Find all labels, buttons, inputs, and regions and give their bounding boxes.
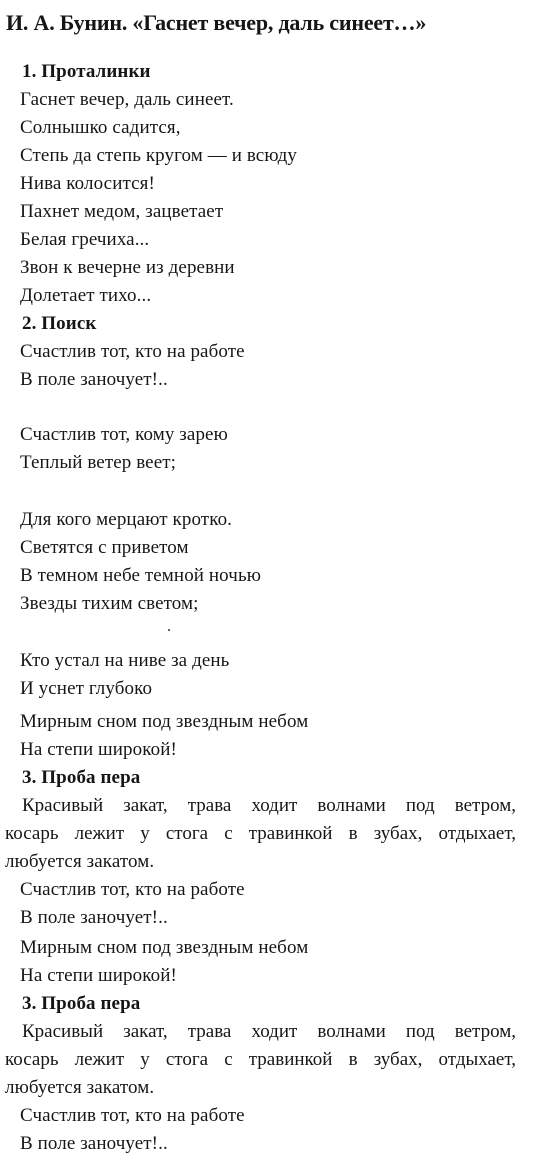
poem-line: Звезды тихим светом; [20,593,199,614]
page-title: И. А. Бунин. «Гаснет вечер, даль синеет…» [6,10,427,35]
prose-line: любуется закатом. [5,851,155,872]
poem-line: Для кого мерцают кротко. [20,509,233,530]
poem-line: Мирным сном под звездным небом [20,937,309,958]
poem-line: И уснет глубоко [20,678,153,699]
poem-line: Звон к вечерне из деревни [20,257,235,278]
poem-line: Пахнет медом, зацветает [20,201,224,222]
poem-line: Гаснет вечер, даль синеет. [20,89,234,110]
scan-speck [168,629,170,631]
poem-line: Степь да степь кругом — и всюду [20,145,298,166]
poem-line: Белая гречиха... [20,229,150,250]
poem-line: Светятся с приветом [20,537,189,558]
poem-line: Счастлив тот, кто на работе [20,879,245,900]
poem-line: Счастлив тот, кто на работе [20,341,245,362]
prose-line: косарь лежит у стога с травинкой в зубах, отдыхает, [5,823,516,844]
prose-line: Красивый закат, трава ходит волнами под ветром, [22,795,516,816]
prose-line: Красивый закат, трава ходит волнами под ветром, [22,1021,516,1042]
poem-line: В поле заночует!.. [20,1133,168,1154]
poem-line: Солнышко садится, [20,117,181,138]
poem-line: Кто устал на ниве за день [20,650,230,671]
poem-line: Мирным сном под звездным небом [20,711,309,732]
poem-line: Счастлив тот, кто на работе [20,1105,245,1126]
poem-line: В темном небе темной ночью [20,565,261,586]
poem-line: Нива колосится! [20,173,155,194]
poem-line: Теплый ветер веет; [20,452,177,473]
prose-line: любуется закатом. [5,1077,155,1098]
poem-line: На степи широкой! [20,965,177,986]
poem-line: Счастлив тот, кому зарею [20,424,228,445]
poem-line: В поле заночует!.. [20,369,168,390]
prose-line: косарь лежит у стога с травинкой в зубах, отдыхает, [5,1049,516,1070]
section-heading-3: 3. Проба пера [22,767,141,788]
poem-line: Долетает тихо... [20,285,152,306]
section-heading-3-repeat: 3. Проба пера [22,993,141,1014]
poem-line: В поле заночует!.. [20,907,168,928]
section-heading-1: 1. Проталинки [22,61,151,82]
section-heading-2: 2. Поиск [22,313,97,334]
poem-line: На степи широкой! [20,739,177,760]
